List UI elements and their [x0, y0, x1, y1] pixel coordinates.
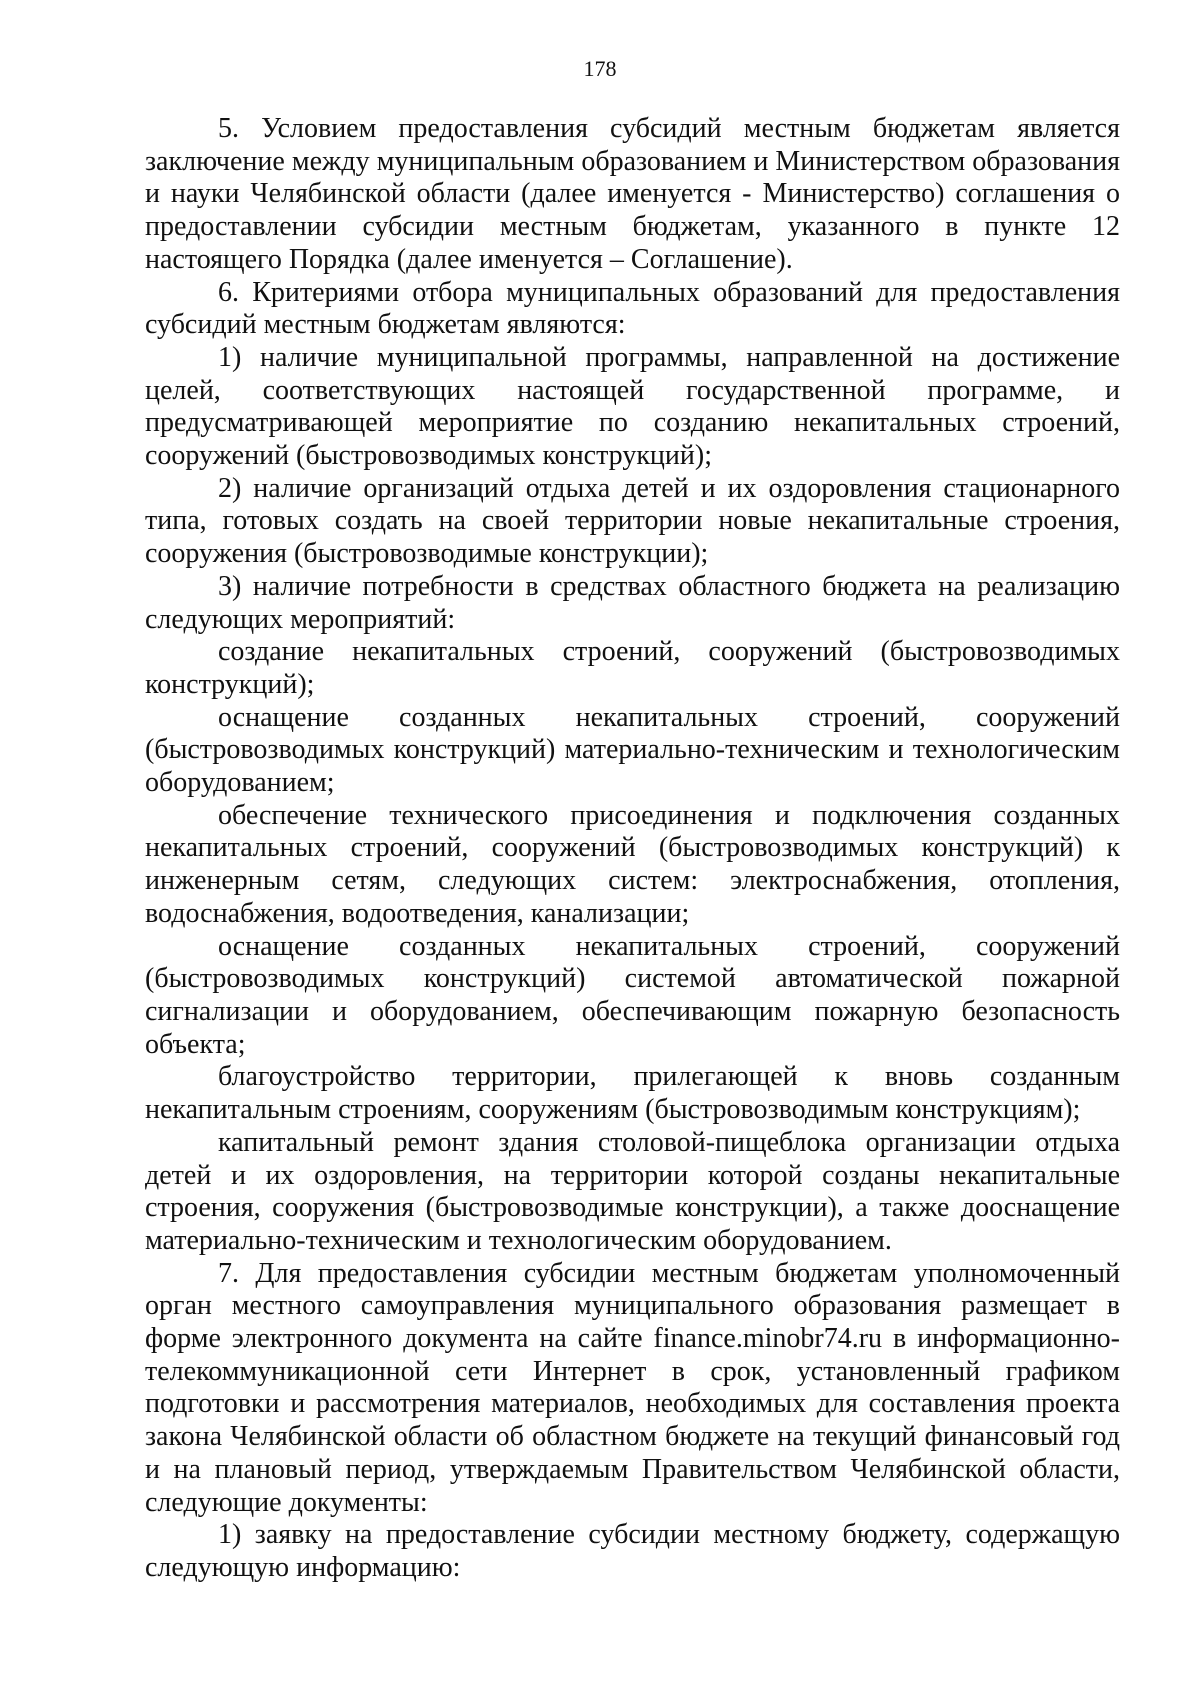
paragraph-document-1: 1) заявку на предоставление субсидии местному бюджету, содержащую следующую информацию: — [145, 1519, 1120, 1583]
paragraph-measure-canteen-repair: капитальный ремонт здания столовой-пищеблока организации отдыха детей и их оздоровления, на территории которой созданы некапитальные строения, сооружения (быстровозводимые конструкции), а также дооснащение материально-техническим и технологическим оборудованием. — [145, 1126, 1120, 1256]
paragraph-measure-creation: создание некапитальных строений, сооружений (быстровозводимых конструкций); — [145, 636, 1120, 700]
document-body — [145, 113, 1120, 1585]
paragraph-measure-utilities: обеспечение технического присоединения и подключения созданных некапитальных строений, сооружений (быстровозводимых конструкций) к инженерным сетям, следующих систем: электроснабжения, отопления, водоснабжения, водоотведения, канализации; — [145, 799, 1120, 929]
paragraph-item-5: 5. Условием предоставления субсидий местным бюджетам является заключение между муниципальным образованием и Министерством образования и науки Челябинской области (далее именуется - Министерство) соглашения о предоставлении субсидии местным бюджетам, указанного в пункте 12 настоящего Порядка (далее именуется – Соглашение). — [145, 113, 1120, 275]
paragraph-item-6: 6. Критериями отбора муниципальных образований для предоставления субсидий местным бюджетам являются: — [145, 276, 1120, 341]
paragraph-measure-equipment: оснащение созданных некапитальных строений, сооружений (быстровозводимых конструкций) материально-техническим и технологическим оборудованием; — [145, 701, 1120, 799]
paragraph-item-7: 7. Для предоставления субсидии местным бюджетам уполномоченный орган местного самоуправления муниципального образования размещает в форме электронного документа на сайте finance.minobr74.ru в информационно-телекоммуникационной сети Интернет в срок, установленный графиком подготовки и рассмотрения материалов, необходимых для составления проекта закона Челябинской области об областном бюджете на текущий финансовый год и на плановый период, утверждаемым Правительством Челябинской области, следующие документы: — [145, 1257, 1120, 1518]
paragraph-criterion-3: 3) наличие потребности в средствах областного бюджета на реализацию следующих мероприятий: — [145, 570, 1120, 635]
paragraph-criterion-2: 2) наличие организаций отдыха детей и их оздоровления стационарного типа, готовых создать на своей территории новые некапитальные строения, сооружения (быстровозводимые конструкции); — [145, 472, 1120, 570]
paragraph-criterion-1: 1) наличие муниципальной программы, направленной на достижение целей, соответствующих настоящей государственной программе, и предусматривающей мероприятие по созданию некапитальных строений, сооружений (быстровозводимых конструкций); — [145, 341, 1120, 472]
paragraph-measure-landscaping: благоустройство территории, прилегающей к вновь созданным некапитальным строениям, сооружениям (быстровозводимым конструкциям); — [145, 1061, 1120, 1126]
paragraph-measure-fire-safety: оснащение созданных некапитальных строений, сооружений (быстровозводимых конструкций) системой автоматической пожарной сигнализации и оборудованием, обеспечивающим пожарную безопасность объекта; — [145, 930, 1120, 1060]
page-number: 178 — [583, 56, 617, 81]
